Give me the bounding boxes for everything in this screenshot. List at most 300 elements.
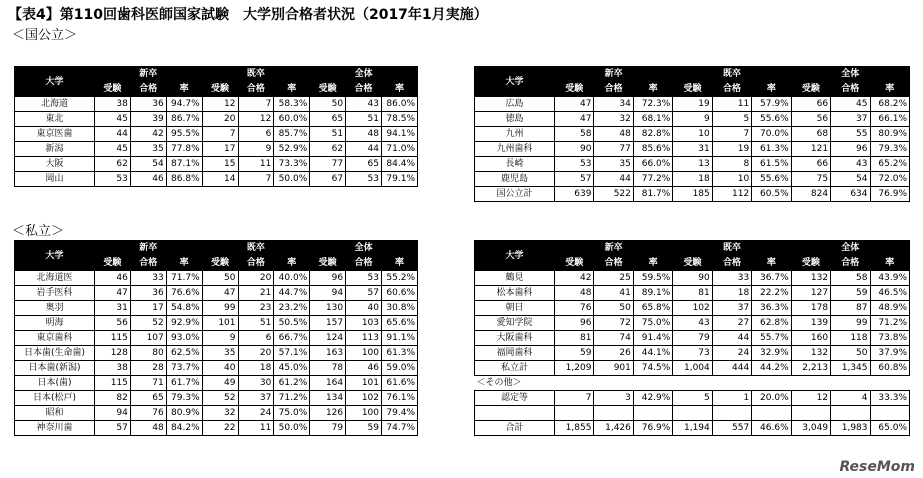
- cell-value: 3,049: [791, 421, 830, 436]
- cell-value: 36: [130, 97, 166, 112]
- cell-value: 1,983: [831, 421, 870, 436]
- col-header-rate: 率: [752, 256, 791, 271]
- cell-value: 68.2%: [870, 97, 910, 112]
- cell-value: 73.8%: [870, 331, 910, 346]
- cell-value: 30: [238, 376, 274, 391]
- cell-value: 121: [791, 142, 830, 157]
- cell-value: 82.8%: [633, 127, 672, 142]
- col-header-exam: 受験: [791, 82, 830, 97]
- cell-value: 22.2%: [752, 286, 791, 301]
- cell-value: 100: [346, 346, 382, 361]
- cell-value: 127: [791, 286, 830, 301]
- cell-value: 33.3%: [870, 391, 910, 406]
- cell-univ-name: 奥羽: [15, 301, 95, 316]
- cell-value: 132: [791, 346, 830, 361]
- cell-empty: [633, 406, 672, 421]
- cell-value: 11: [238, 157, 274, 172]
- cell-value: 102: [673, 301, 712, 316]
- public-table-right: [474, 66, 910, 202]
- cell-value: 1,345: [831, 361, 870, 376]
- cell-univ-name: 九州: [475, 127, 555, 142]
- cell-value: 76.9%: [633, 421, 672, 436]
- cell-value: 2,213: [791, 361, 830, 376]
- cell-value: 37: [831, 112, 870, 127]
- cell-value: 36.3%: [752, 301, 791, 316]
- cell-value: 94.7%: [166, 97, 202, 112]
- cell-univ-name: 長崎: [475, 157, 555, 172]
- cell-value: 65: [346, 157, 382, 172]
- cell-value: 54.8%: [166, 301, 202, 316]
- cell-value: 71.0%: [382, 142, 418, 157]
- cell-value: 101: [346, 376, 382, 391]
- cell-value: 35: [130, 142, 166, 157]
- table-row: [475, 331, 910, 346]
- cell-value: 57: [95, 421, 131, 436]
- cell-univ-name: 昭和: [15, 406, 95, 421]
- cell-value: 55: [831, 127, 870, 142]
- col-header-pass: 合格: [594, 82, 633, 97]
- cell-univ-name: 日本歯(新潟): [15, 361, 95, 376]
- cell-value: 31: [95, 301, 131, 316]
- cell-value: 92.9%: [166, 316, 202, 331]
- section-other-label: ＜その他＞: [476, 378, 522, 388]
- cell-value: 47: [555, 112, 594, 127]
- cell-value: 79: [310, 421, 346, 436]
- cell-value: 86.7%: [166, 112, 202, 127]
- cell-value: 9: [202, 331, 238, 346]
- cell-value: 96: [310, 271, 346, 286]
- cell-value: 7: [202, 127, 238, 142]
- cell-value: 444: [712, 361, 751, 376]
- cell-value: 51: [238, 316, 274, 331]
- cell-value: 75: [791, 172, 830, 187]
- cell-value: 45.0%: [274, 361, 310, 376]
- cell-value: 80: [130, 346, 166, 361]
- watermark-logo: ReseMom: [839, 459, 915, 475]
- cell-value: 36.7%: [752, 271, 791, 286]
- col-header-rate: 率: [633, 82, 672, 97]
- cell-value: 44: [712, 331, 751, 346]
- cell-value: 17: [202, 142, 238, 157]
- table-row: [15, 346, 418, 361]
- cell-value: 50.0%: [274, 172, 310, 187]
- cell-value: 65.0%: [870, 421, 910, 436]
- cell-value: 77.2%: [633, 172, 672, 187]
- cell-value: 71.7%: [166, 271, 202, 286]
- cell-value: 99: [202, 301, 238, 316]
- cell-value: 18: [673, 172, 712, 187]
- cell-value: 46.5%: [870, 286, 910, 301]
- table-row: [15, 142, 418, 157]
- cell-value: 38: [95, 97, 131, 112]
- cell-value: 3: [594, 391, 633, 406]
- cell-value: 18: [712, 286, 751, 301]
- cell-univ-name: 北海道: [15, 97, 95, 112]
- col-header-univ: 大学: [15, 67, 95, 97]
- cell-value: 49: [202, 376, 238, 391]
- col-header-pass: 合格: [346, 256, 382, 271]
- cell-value: 26: [594, 346, 633, 361]
- col-header-rate: 率: [166, 82, 202, 97]
- cell-value: 557: [712, 421, 751, 436]
- spacer-row: [475, 406, 910, 421]
- table-row: [15, 316, 418, 331]
- cell-value: 66.7%: [274, 331, 310, 346]
- col-header-exam: 受験: [673, 82, 712, 97]
- cell-value: 7: [712, 127, 751, 142]
- cell-value: 46: [346, 361, 382, 376]
- cell-value: 76.9%: [870, 187, 910, 202]
- cell-value: 52: [202, 391, 238, 406]
- cell-value: 24: [712, 346, 751, 361]
- section-other-row: [475, 376, 910, 391]
- cell-value: 12: [791, 391, 830, 406]
- col-header-pass: 合格: [594, 256, 633, 271]
- col-header-rate: 率: [166, 256, 202, 271]
- cell-value: 77: [594, 142, 633, 157]
- cell-value: 74.7%: [382, 421, 418, 436]
- cell-value: 113: [346, 331, 382, 346]
- cell-value: 9: [238, 142, 274, 157]
- section-private-label: ＜私立＞: [12, 224, 65, 239]
- cell-value: 70.0%: [752, 127, 791, 142]
- col-header-exam: 受験: [555, 82, 594, 97]
- cell-value: 112: [712, 187, 751, 202]
- cell-value: 22: [202, 421, 238, 436]
- cell-value: 19: [712, 142, 751, 157]
- cell-value: 12: [238, 112, 274, 127]
- cell-value: 53: [555, 157, 594, 172]
- col-header-total: 全体: [310, 241, 418, 256]
- cell-value: 43.9%: [870, 271, 910, 286]
- cell-value: 85.6%: [633, 142, 672, 157]
- cell-value: 639: [555, 187, 594, 202]
- cell-value: 66: [791, 157, 830, 172]
- cell-value: 61.6%: [382, 376, 418, 391]
- cell-value: 50.5%: [274, 316, 310, 331]
- cell-value: 12: [202, 97, 238, 112]
- header-row: [475, 241, 910, 256]
- cell-value: 23.2%: [274, 301, 310, 316]
- cell-value: 72: [594, 316, 633, 331]
- col-header-exam: 受験: [95, 256, 131, 271]
- cell-value: 30.8%: [382, 301, 418, 316]
- cell-univ-name: 合計: [475, 421, 555, 436]
- cell-value: 77.8%: [166, 142, 202, 157]
- cell-value: 48: [555, 286, 594, 301]
- col-header-rate: 率: [382, 256, 418, 271]
- cell-value: 50.0%: [274, 421, 310, 436]
- table-row: [475, 187, 910, 202]
- table-row: [475, 286, 910, 301]
- cell-value: 84.2%: [166, 421, 202, 436]
- cell-value: 6: [238, 127, 274, 142]
- cell-value: 73: [673, 346, 712, 361]
- cell-value: 20.0%: [752, 391, 791, 406]
- cell-value: 47: [95, 286, 131, 301]
- cell-univ-name: 松本歯科: [475, 286, 555, 301]
- cell-univ-name: 九州歯科: [475, 142, 555, 157]
- cell-value: 45: [831, 97, 870, 112]
- cell-empty: [752, 406, 791, 421]
- cell-value: 48: [346, 127, 382, 142]
- cell-empty: [475, 406, 555, 421]
- table-row: [475, 346, 910, 361]
- table-row: [475, 142, 910, 157]
- cell-value: 42: [555, 271, 594, 286]
- cell-value: 55.6%: [752, 112, 791, 127]
- cell-value: 61.5%: [752, 157, 791, 172]
- cell-value: 32: [202, 406, 238, 421]
- cell-value: 126: [310, 406, 346, 421]
- cell-value: 79: [673, 331, 712, 346]
- cell-value: 94: [310, 286, 346, 301]
- cell-value: 75.0%: [633, 316, 672, 331]
- cell-value: 32.9%: [752, 346, 791, 361]
- cell-value: 51: [310, 127, 346, 142]
- cell-value: 132: [791, 271, 830, 286]
- cell-empty: [870, 406, 910, 421]
- cell-value: 107: [130, 331, 166, 346]
- cell-value: 80.9%: [166, 406, 202, 421]
- table-row: [15, 376, 418, 391]
- col-header-prev: 既卒: [202, 241, 310, 256]
- col-header-exam: 受験: [95, 82, 131, 97]
- cell-value: 74.5%: [633, 361, 672, 376]
- cell-value: 94.1%: [382, 127, 418, 142]
- cell-value: 23: [238, 301, 274, 316]
- cell-value: 60.0%: [274, 112, 310, 127]
- col-header-rate: 率: [633, 256, 672, 271]
- cell-value: 58: [555, 127, 594, 142]
- cell-univ-name: 東京医歯: [15, 127, 95, 142]
- cell-value: 57.1%: [274, 346, 310, 361]
- cell-value: 36: [130, 286, 166, 301]
- col-header-new: 新卒: [555, 67, 673, 82]
- cell-value: 19: [673, 97, 712, 112]
- cell-univ-name: 日本(松戸): [15, 391, 95, 406]
- cell-univ-name: 大阪: [15, 157, 95, 172]
- cell-value: 160: [791, 331, 830, 346]
- cell-value: 157: [310, 316, 346, 331]
- cell-value: 91.4%: [633, 331, 672, 346]
- table-row: [475, 316, 910, 331]
- cell-value: 48.9%: [870, 301, 910, 316]
- cell-value: 40: [202, 361, 238, 376]
- cell-value: 81.7%: [633, 187, 672, 202]
- cell-value: 78.5%: [382, 112, 418, 127]
- cell-value: 66.1%: [870, 112, 910, 127]
- cell-value: 73.3%: [274, 157, 310, 172]
- cell-univ-name: 広島: [475, 97, 555, 112]
- cell-value: 59: [831, 286, 870, 301]
- cell-value: 58: [831, 271, 870, 286]
- cell-value: 15: [202, 157, 238, 172]
- cell-value: 89.1%: [633, 286, 672, 301]
- grand-total-row: [475, 421, 910, 436]
- cell-value: 31: [673, 142, 712, 157]
- cell-univ-name: 明海: [15, 316, 95, 331]
- cell-value: 65: [310, 112, 346, 127]
- cell-value: 45: [95, 112, 131, 127]
- cell-value: 38: [95, 361, 131, 376]
- cell-univ-name: 朝日: [475, 301, 555, 316]
- cell-value: 44: [346, 142, 382, 157]
- cell-value: 35: [202, 346, 238, 361]
- cell-value: 21: [238, 286, 274, 301]
- cell-univ-name: 日本歯(生命歯): [15, 346, 95, 361]
- col-header-new: 新卒: [555, 241, 673, 256]
- cell-value: 33: [130, 271, 166, 286]
- cell-value: 55.6%: [752, 172, 791, 187]
- cell-value: 60.5%: [752, 187, 791, 202]
- cell-value: 61.3%: [752, 142, 791, 157]
- cell-univ-name: 岡山: [15, 172, 95, 187]
- cell-value: 94: [95, 406, 131, 421]
- table-row: [15, 301, 418, 316]
- col-header-exam: 受験: [555, 256, 594, 271]
- cell-value: 1,194: [673, 421, 712, 436]
- table-row: [15, 127, 418, 142]
- cell-value: 51: [346, 112, 382, 127]
- cell-value: 71.2%: [870, 316, 910, 331]
- cell-value: 10: [673, 127, 712, 142]
- cell-value: 5: [673, 391, 712, 406]
- cell-empty: [831, 406, 870, 421]
- cell-value: 10: [712, 172, 751, 187]
- cell-value: 14: [202, 172, 238, 187]
- cell-value: 634: [831, 187, 870, 202]
- cell-value: 96: [555, 316, 594, 331]
- table-row: [15, 157, 418, 172]
- cell-value: 59: [346, 421, 382, 436]
- cell-value: 99: [831, 316, 870, 331]
- cell-value: 67: [310, 172, 346, 187]
- table-row: [475, 112, 910, 127]
- cell-value: 53: [346, 172, 382, 187]
- cell-univ-name: 岩手医科: [15, 286, 95, 301]
- cell-value: 56: [95, 316, 131, 331]
- cell-value: 76.1%: [382, 391, 418, 406]
- header-row: [15, 241, 418, 256]
- cell-empty: [712, 406, 751, 421]
- cell-value: 41: [594, 286, 633, 301]
- cell-value: 42: [130, 127, 166, 142]
- cell-value: 72.3%: [633, 97, 672, 112]
- cell-value: 1,426: [594, 421, 633, 436]
- cell-value: 60.8%: [870, 361, 910, 376]
- cell-value: 124: [310, 331, 346, 346]
- cell-value: 71: [130, 376, 166, 391]
- header-row: [475, 67, 910, 82]
- cell-value: 87.1%: [166, 157, 202, 172]
- col-header-pass: 合格: [346, 82, 382, 97]
- cell-value: 44.1%: [633, 346, 672, 361]
- col-header-rate: 率: [274, 82, 310, 97]
- col-header-rate: 率: [870, 82, 910, 97]
- table-row: [15, 331, 418, 346]
- col-header-pass: 合格: [712, 256, 751, 271]
- cell-univ-name: 東北: [15, 112, 95, 127]
- private-table-right: [474, 240, 910, 436]
- table-row: [15, 97, 418, 112]
- cell-value: 48: [594, 127, 633, 142]
- cell-value: 61.2%: [274, 376, 310, 391]
- cell-value: 50: [202, 271, 238, 286]
- cell-value: 163: [310, 346, 346, 361]
- cell-value: 66.0%: [633, 157, 672, 172]
- cell-value: 79.3%: [870, 142, 910, 157]
- table-row: [15, 391, 418, 406]
- cell-value: 1,209: [555, 361, 594, 376]
- cell-value: 33: [712, 271, 751, 286]
- cell-value: 62: [310, 142, 346, 157]
- cell-value: 68: [791, 127, 830, 142]
- cell-value: 43: [346, 97, 382, 112]
- cell-value: 44.2%: [752, 361, 791, 376]
- cell-value: 4: [831, 391, 870, 406]
- cell-value: 100: [346, 406, 382, 421]
- cell-value: 43: [831, 157, 870, 172]
- cell-value: 79.4%: [382, 406, 418, 421]
- cell-value: 50: [310, 97, 346, 112]
- section-public-label: ＜国公立＞: [12, 28, 78, 43]
- cell-value: 79.1%: [382, 172, 418, 187]
- cell-value: 18: [238, 361, 274, 376]
- cell-value: 102: [346, 391, 382, 406]
- cell-value: 185: [673, 187, 712, 202]
- cell-value: 24: [238, 406, 274, 421]
- cell-value: 60.6%: [382, 286, 418, 301]
- private-table-left: [14, 240, 418, 436]
- cell-value: 65.8%: [633, 301, 672, 316]
- table-row: [475, 391, 910, 406]
- col-header-rate: 率: [382, 82, 418, 97]
- col-header-exam: 受験: [673, 256, 712, 271]
- cell-univ-name: 日本(歯): [15, 376, 95, 391]
- cell-value: 65.6%: [382, 316, 418, 331]
- cell-value: 7: [238, 172, 274, 187]
- cell-value: 65: [130, 391, 166, 406]
- cell-value: 20: [238, 271, 274, 286]
- cell-value: 61.7%: [166, 376, 202, 391]
- table-row: [15, 172, 418, 187]
- cell-value: 17: [130, 301, 166, 316]
- header-row: [15, 67, 418, 82]
- cell-value: 52: [130, 316, 166, 331]
- cell-value: 93.0%: [166, 331, 202, 346]
- cell-value: 46.6%: [752, 421, 791, 436]
- cell-value: 40.0%: [274, 271, 310, 286]
- cell-value: 20: [202, 112, 238, 127]
- cell-value: 901: [594, 361, 633, 376]
- cell-value: 53: [346, 271, 382, 286]
- col-header-exam: 受験: [202, 82, 238, 97]
- cell-univ-name: 大阪歯科: [475, 331, 555, 346]
- cell-value: 40: [346, 301, 382, 316]
- cell-value: 42.9%: [633, 391, 672, 406]
- cell-value: 28: [130, 361, 166, 376]
- col-header-exam: 受験: [202, 256, 238, 271]
- cell-univ-name: 徳島: [475, 112, 555, 127]
- cell-univ-name: 福岡歯科: [475, 346, 555, 361]
- table-row: [475, 271, 910, 286]
- table-row: [15, 271, 418, 286]
- cell-value: 59.5%: [633, 271, 672, 286]
- cell-value: 58.3%: [274, 97, 310, 112]
- cell-value: 48: [130, 421, 166, 436]
- col-header-univ: 大学: [15, 241, 95, 271]
